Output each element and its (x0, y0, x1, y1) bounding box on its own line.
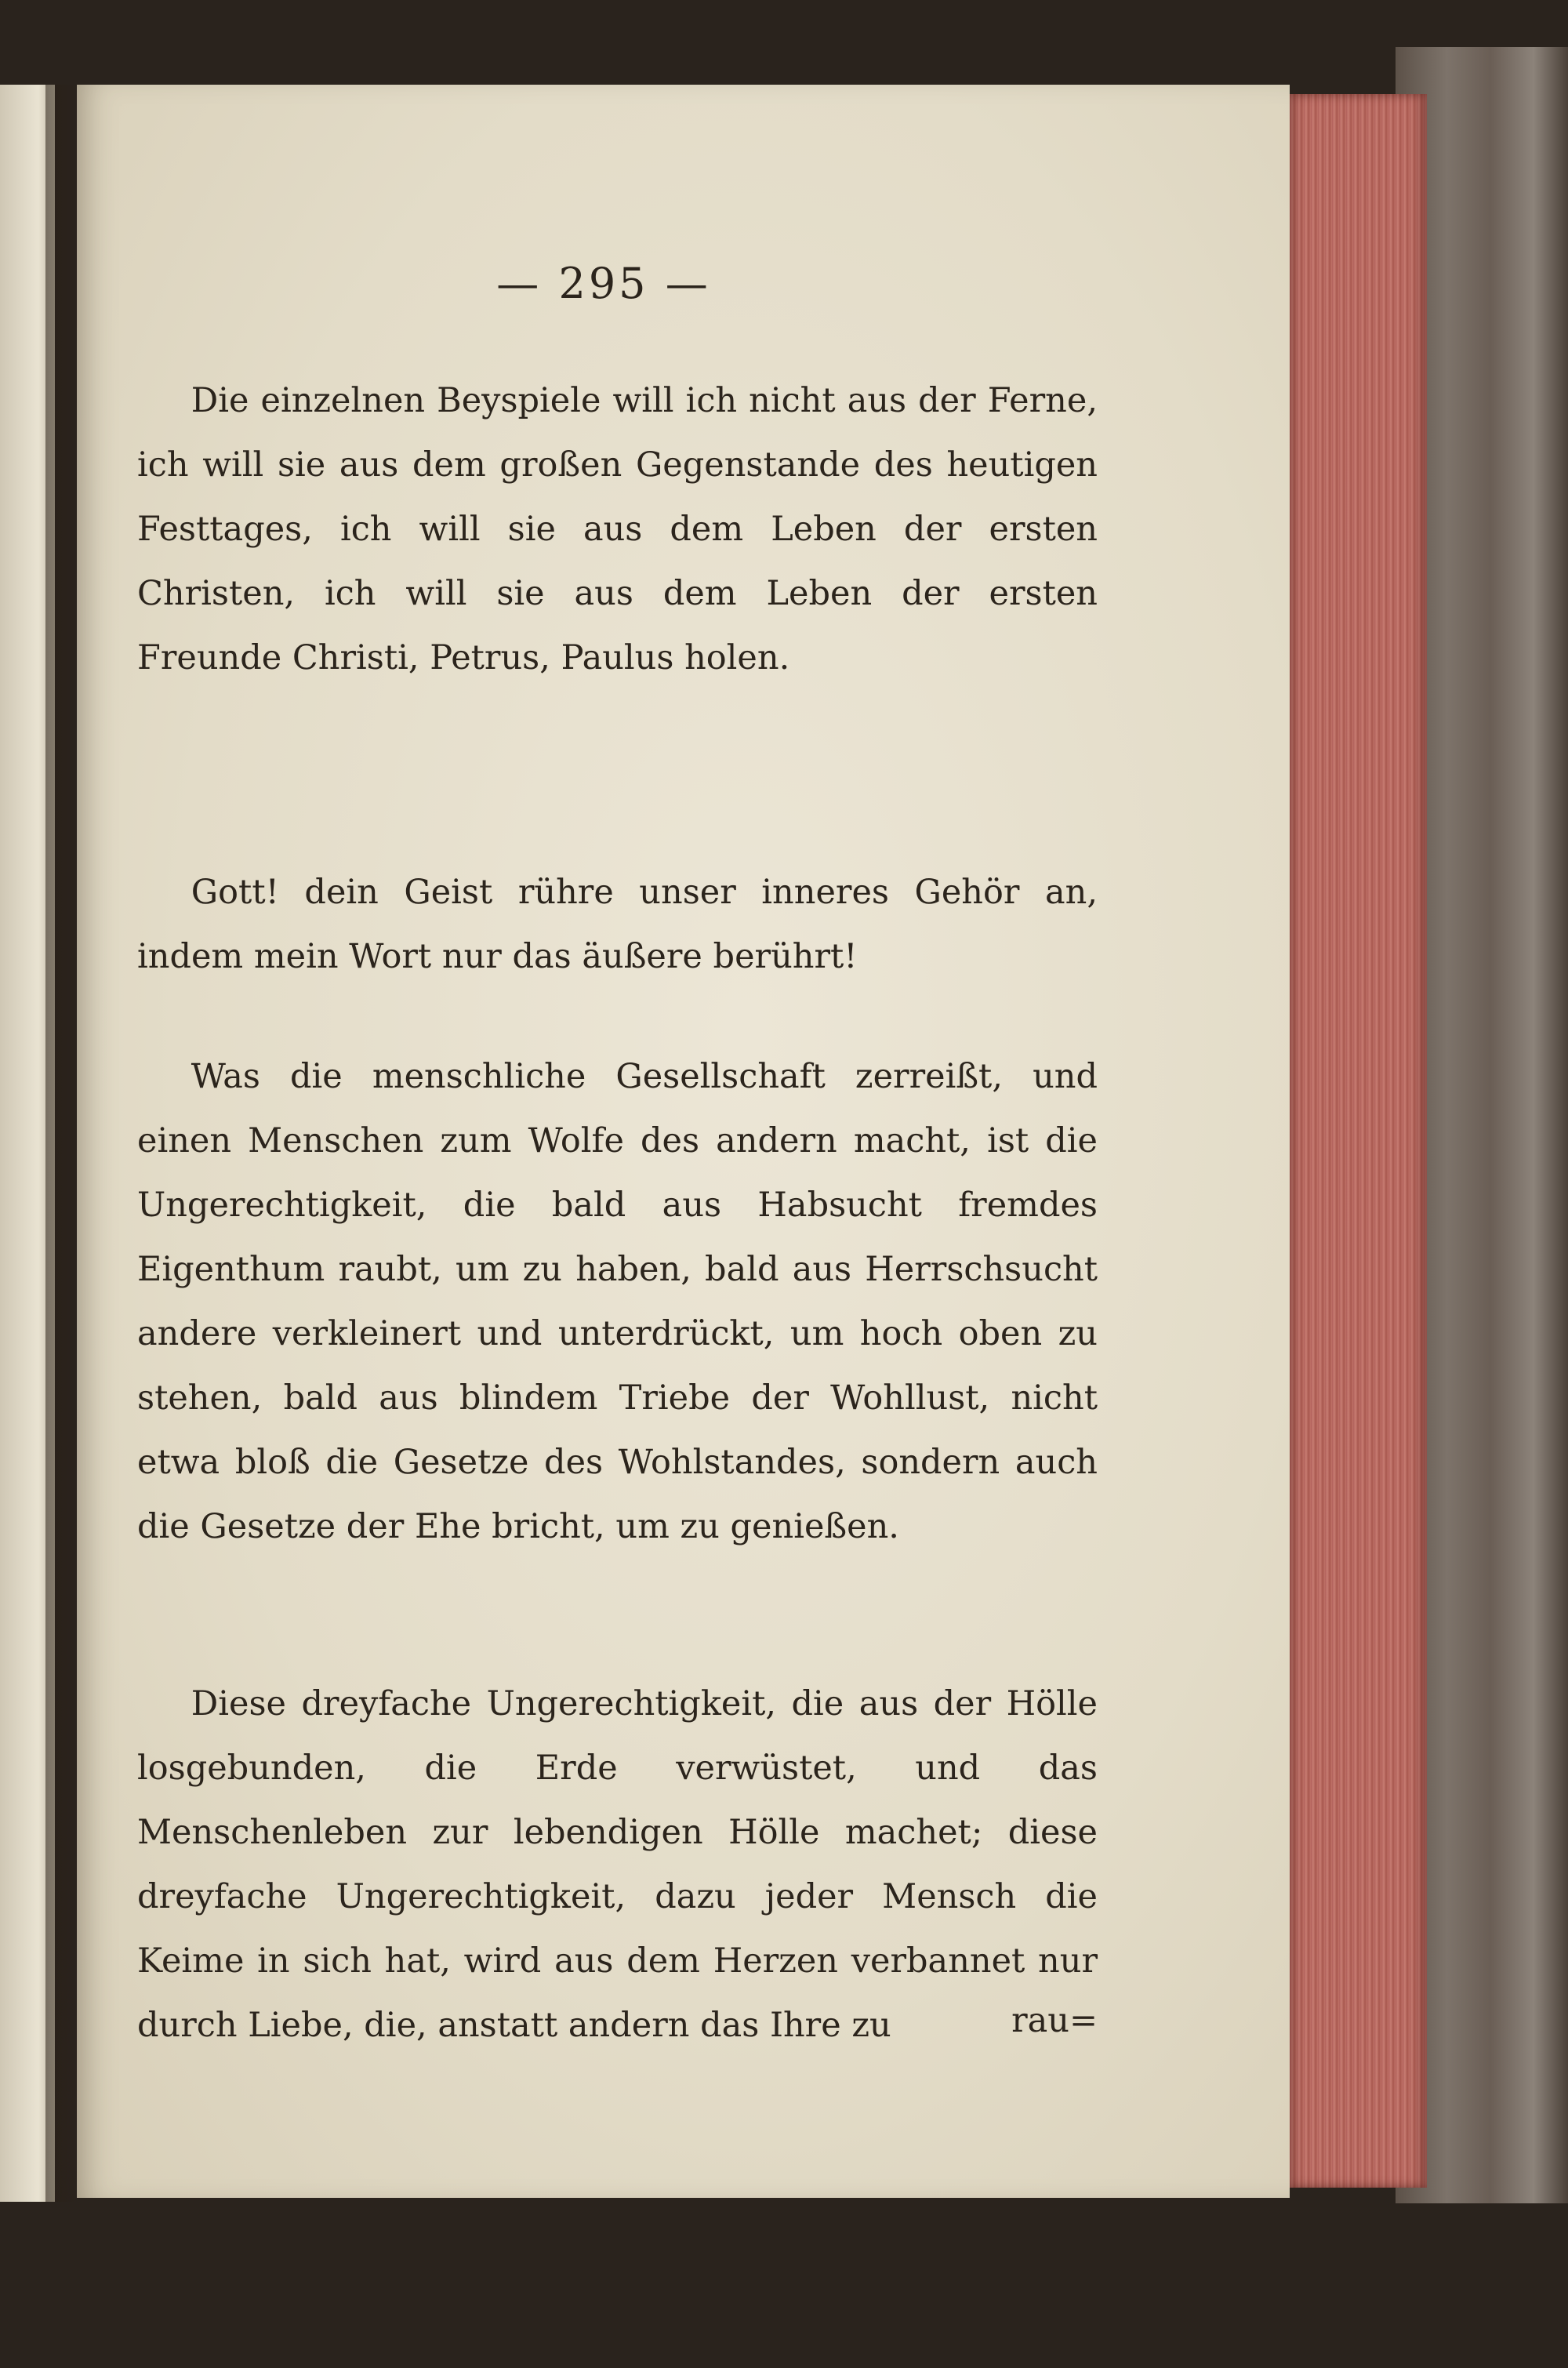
paragraph-4: Diese dreyfache Ungerechtigkeit, die aus der Hölle losgebunden, die Erde verwüstet, und das Menschenleben zur lebendigen Hölle machet; diese dreyfache Ungerechtigkeit, dazu jeder Mensch die Keime in sich hat, wird aus dem Herzen verbannet nur durch Liebe, die, anstatt andern das Ihre zu (137, 1684, 1098, 2045)
paragraph-2: Gott! dein Geist rühre unser inneres Gehör an, indem mein Wort nur das äußere berührt! (137, 873, 1098, 976)
page-edges (1290, 94, 1427, 2188)
paragraph-1: Die einzelnen Beyspiele will ich nicht aus der Ferne, ich will sie aus dem großen Gegenstande des heutigen Festtages, ich will sie aus dem Leben der ersten Christen, ich will sie aus dem Leben der ersten Freunde Christi, Petrus, Paulus holen. (137, 381, 1098, 677)
catchword: rau= (1011, 2001, 1098, 2040)
gutter-shadow (45, 85, 77, 2202)
paragraph-3: Was die menschliche Gesellschaft zerreißt, und einen Menschen zum Wolfe des andern macht, ist die Ungerechtigkeit, die bald aus Habsucht fremdes Eigenthum raubt, um zu haben, bald aus Herrschsucht andere verkleinert und unterdrückt, um hoch oben zu stehen, bald aus blindem Triebe der Wohllust, nicht etwa bloß die Gesetze des Wohlstandes, sondern auch die Gesetze der Ehe bricht, um zu genießen. (137, 1057, 1098, 1546)
page-number: — 295 — (496, 259, 711, 308)
